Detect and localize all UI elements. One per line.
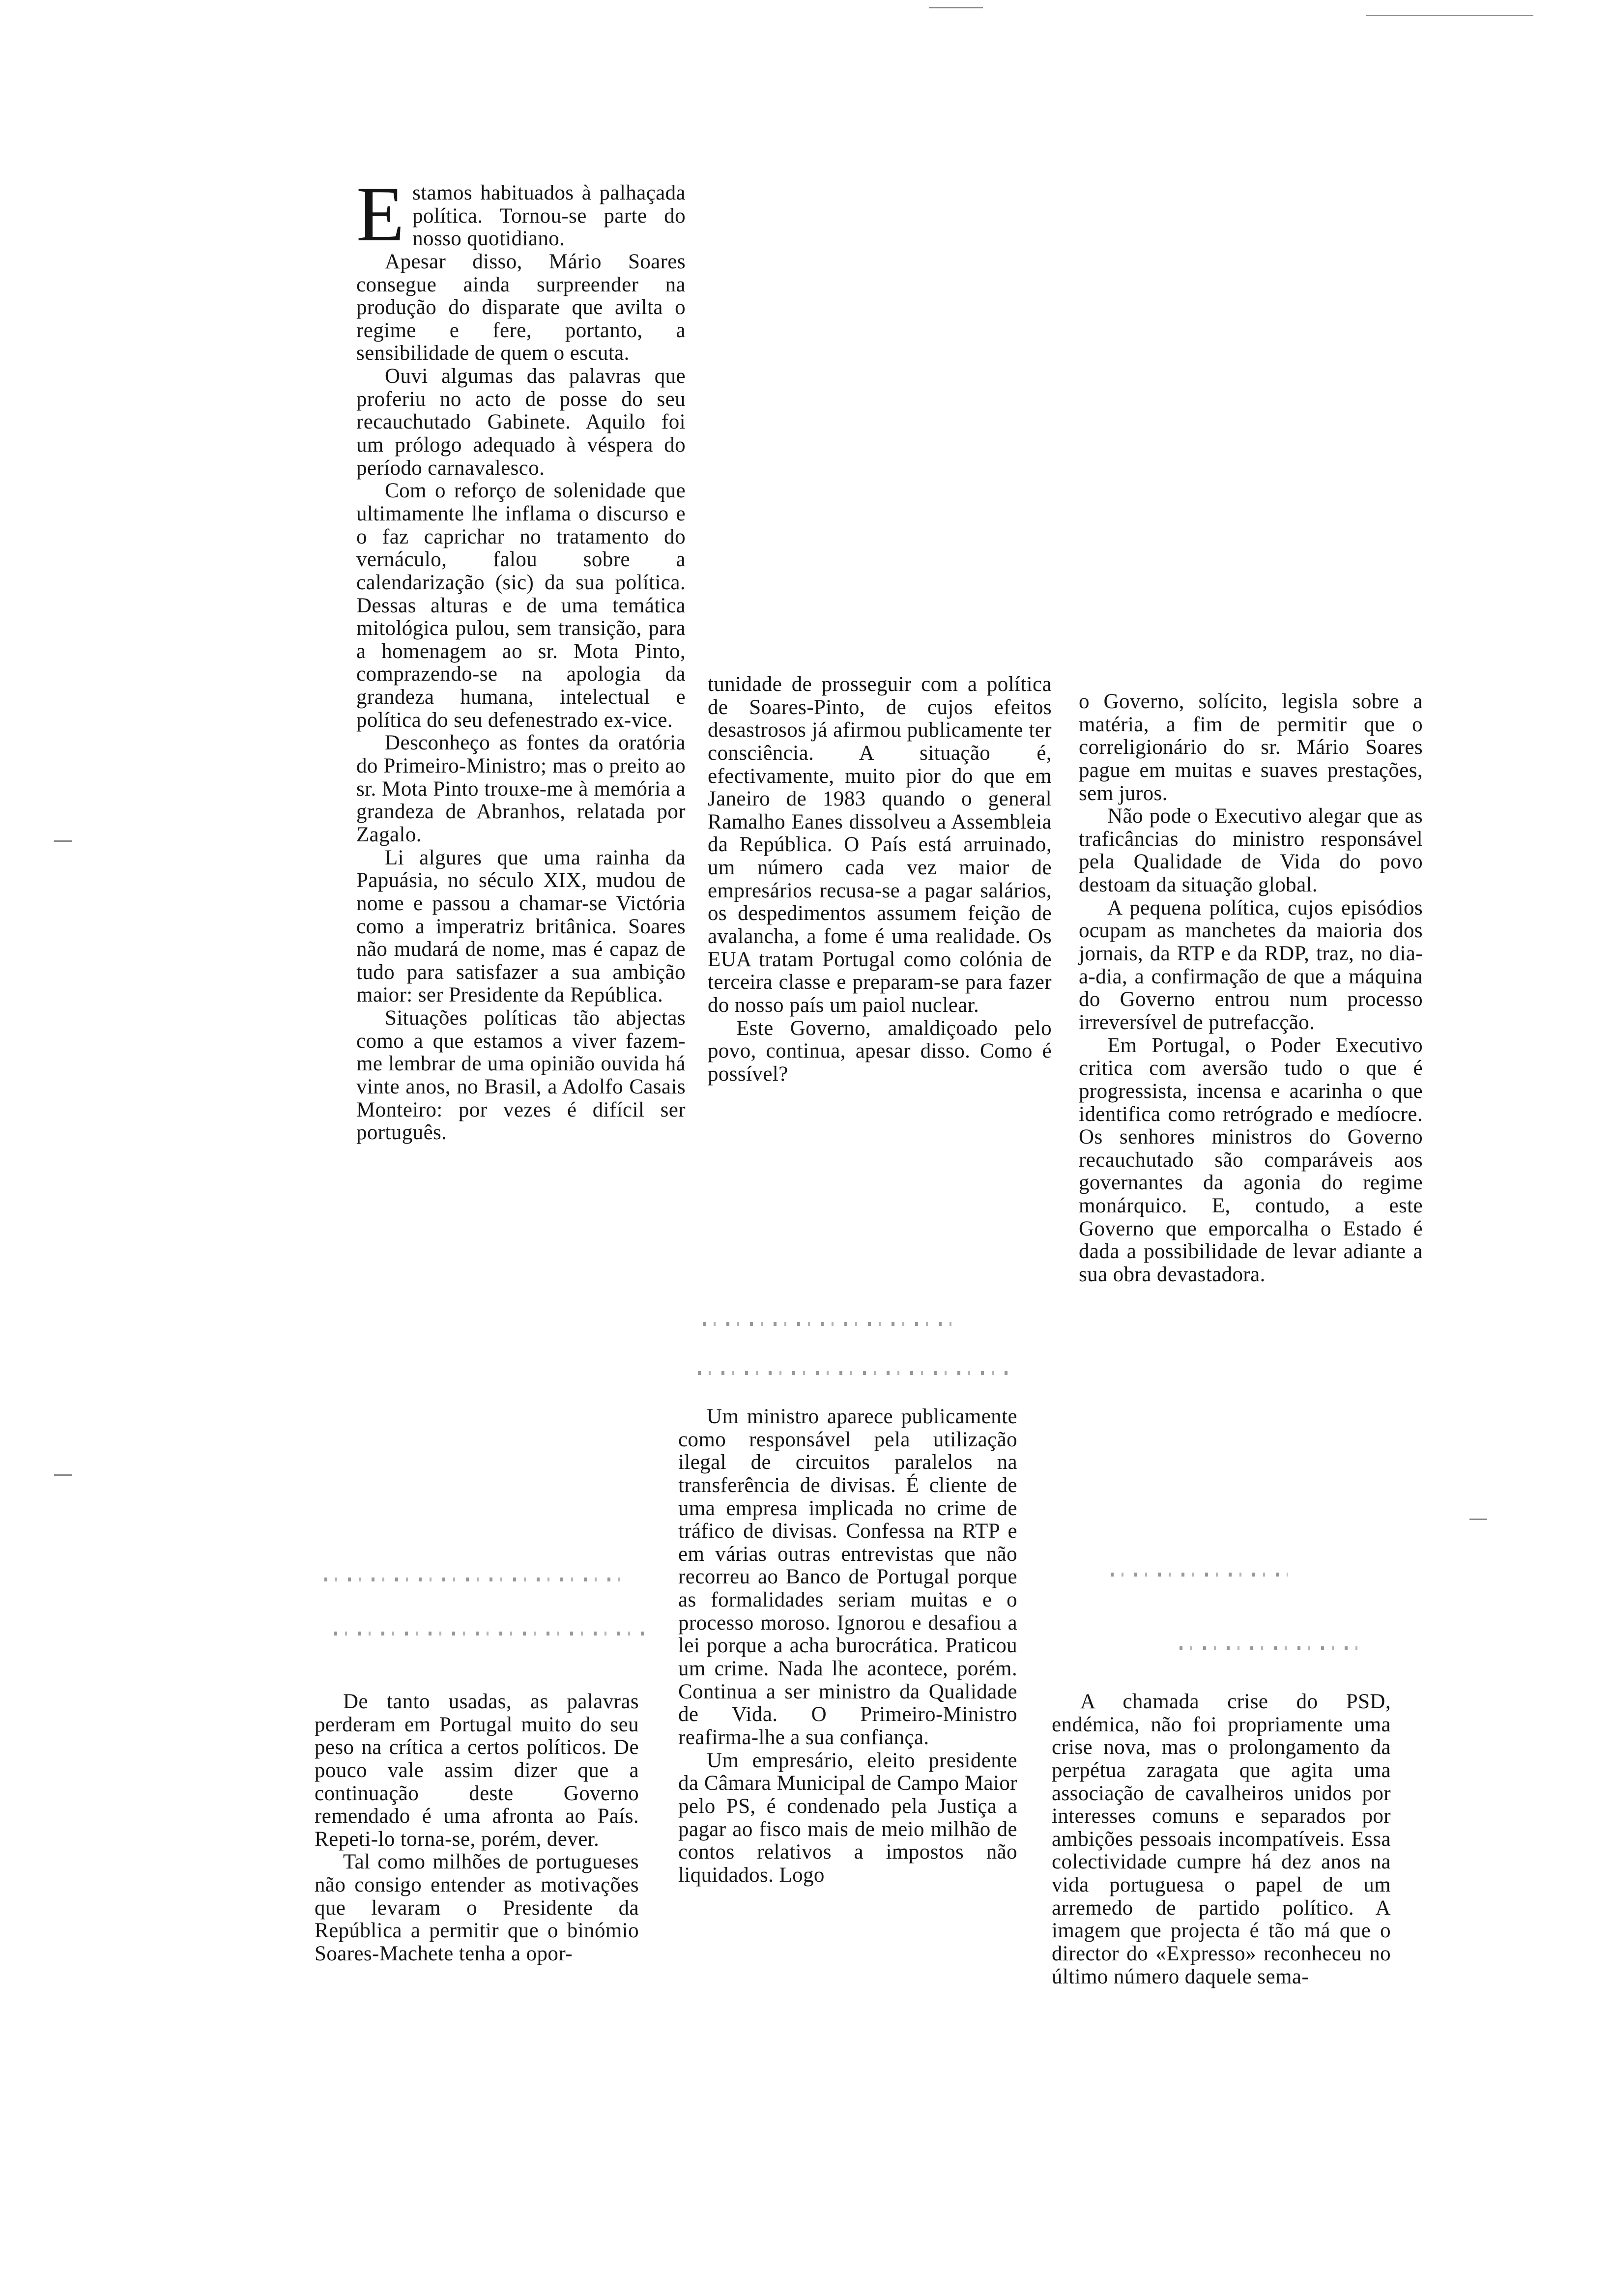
separator-smudge: [698, 1371, 1012, 1375]
paragraph: De tanto usadas, as palavras perderam em Portugal muito do seu peso na crítica a certos políticos. De pouco vale assim dizer que a continuação deste Governo remendado é uma afronta ao País. Repeti-lo torna-se, porém, dever.: [315, 1690, 639, 1851]
separator-smudge: [1180, 1646, 1366, 1650]
paragraph: Um empresário, eleito presidente da Câmara Municipal de Campo Maior pelo PS, é condenado pela Justiça a pagar ao fisco mais de meio milhão de contos relativos a impostos não liquidados. Logo: [678, 1749, 1017, 1887]
column-1-bottom: [315, 1691, 639, 1966]
separator-smudge: [334, 1632, 649, 1636]
paragraph: Este Governo, amaldiçoado pelo povo, continua, apesar disso. Como é possível?: [708, 1016, 1052, 1086]
paragraph: Com o reforço de solenidade que ultimamente lhe inflama o discurso e o faz caprichar no tratamento do vernáculo, falou sobre a calendarização (sic) da sua política. Dessas alturas e de uma temática mitológica pulou, sem transição, para a homenagem ao sr. Mota Pinto, comprazendo-se na apologia da grandeza humana, intelectual e política do seu defenestrado ex-vice.: [356, 479, 686, 732]
drop-cap: E: [356, 170, 405, 258]
separator-smudge: [1111, 1573, 1288, 1577]
paragraph: Em Portugal, o Poder Executivo critica com aversão tudo o que é progressista, incensa e acarinha o que identifica como retrógrado e medíocre. Os senhores ministros do Governo recauchutado são comparáveis aos governantes da agonia do regime monárquico. E, contudo, a este Governo que emporcalha o Estado é dada a possibilidade de levar adiante a sua obra devastadora.: [1079, 1033, 1423, 1287]
top-edge-mark: [929, 7, 983, 8]
paragraph: Situações políticas tão abjectas como a que estamos a viver fazem-me lembrar de uma opinião ouvida há vinte anos, no Brasil, a Adolfo Casais Monteiro: por vezes é difícil ser português.: [356, 1006, 686, 1145]
margin-tick: [1469, 1519, 1487, 1520]
paragraph: Um ministro aparece publicamente como responsável pela utilização ilegal de circuitos paralelos na transferência de divisas. É cliente de uma empresa implicada no crime de tráfico de divisas. Confessa na RTP e em várias outras entrevistas que não recorreu ao Banco de Portugal porque as formalidades seriam muitas e o processo moroso. Ignorou e desafiou a lei porque a acha burocrática. Praticou um crime. Nada lhe acontece, porém. Continua a ser ministro da Qualidade de Vida. O Primeiro-Ministro reafirma-lhe a sua confiança.: [678, 1405, 1017, 1749]
paragraph: Li algures que uma rainha da Papuásia, no século XIX, mudou de nome e passou a chamar-se Victória como a imperatriz britânica. Soares não mudará de nome, mas é capaz de tudo para satisfazer a sua ambição maior: ser Presidente da República.: [356, 846, 686, 1007]
margin-tick: [54, 1474, 72, 1476]
paragraph: Desconheço as fontes da oratória do Primeiro-Ministro; mas o preito ao sr. Mota Pinto trouxe-me à memória a grandeza de Abranhos, relatada por Zagalo.: [356, 731, 686, 846]
separator-smudge: [324, 1578, 629, 1581]
paragraph: Tal como milhões de portugueses não consigo entender as motivações que levaram o Presidente da República a permitir que o binómio Soares-Machete tenha a opor-: [315, 1850, 639, 1966]
paragraph: A pequena política, cujos episódios ocupam as manchetes da maioria dos jornais, da RTP e da RDP, traz, no dia-a-dia, a confirmação de que a máquina do Governo entrou num processo irreversível de putrefacção.: [1079, 896, 1423, 1034]
margin-tick: [54, 840, 72, 842]
paragraph: Ouvi algumas das palavras que proferiu no acto de posse do seu recauchutado Gabinete. Aquilo foi um prólogo adequado à véspera do período carnavalesco.: [356, 365, 686, 480]
column-2-bottom: [678, 1406, 1017, 1887]
column-2-top: [708, 673, 1052, 1086]
paragraph: A chamada crise do PSD, endémica, não foi propriamente uma crise nova, mas o prolongamento da perpétua zaragata que agita uma associação de cavalheiros unidos por interesses comuns e separados por ambições pessoais incompatíveis. Essa colectividade cumpre há dez anos na vida portuguesa o papel de um arremedo de partido político. A imagem que projecta é tão má que o director do «Expresso» reconheceu no último número daquele sema-: [1052, 1690, 1391, 1988]
paragraph: tunidade de prosseguir com a política de Soares-Pinto, de cujos efeitos desastrosos já afirmou publicamente ter consciência. A situação é, efectivamente, muito pior do que em Janeiro de 1983 quando o general Ramalho Eanes dissolveu a Assembleia da República. O País está arruinado, um número cada vez maior de empresários recusa-se a pagar salários, os despedimentos assumem feição de avalancha, a fome é uma realidade. Os EUA tratam Portugal como colónia de terceira classe e preparam-se para fazer do nosso país um paiol nuclear.: [708, 673, 1052, 1017]
paragraph: Apesar disso, Mário Soares consegue ainda surpreender na produção do disparate que avilta o regime e fere, portanto, a sensibilidade de quem o escuta.: [356, 250, 686, 365]
column-1-top: [356, 170, 686, 1145]
column-3-top: [1079, 690, 1423, 1287]
column-3-bottom: [1052, 1691, 1391, 1988]
paragraph: Estamos habituados à palhaçada política. Tornou-se parte do nosso quotidiano.: [356, 170, 686, 258]
paragraph: o Governo, solícito, legisla sobre a matéria, a fim de permitir que o correligionário do sr. Mário Soares pague em muitas e suaves prestações, sem juros.: [1079, 690, 1423, 805]
paragraph: Não pode o Executivo alegar que as traficâncias do ministro responsável pela Qualidade de Vida do povo destoam da situação global.: [1079, 804, 1423, 897]
separator-smudge: [703, 1322, 958, 1326]
top-edge-mark: [1366, 15, 1533, 16]
